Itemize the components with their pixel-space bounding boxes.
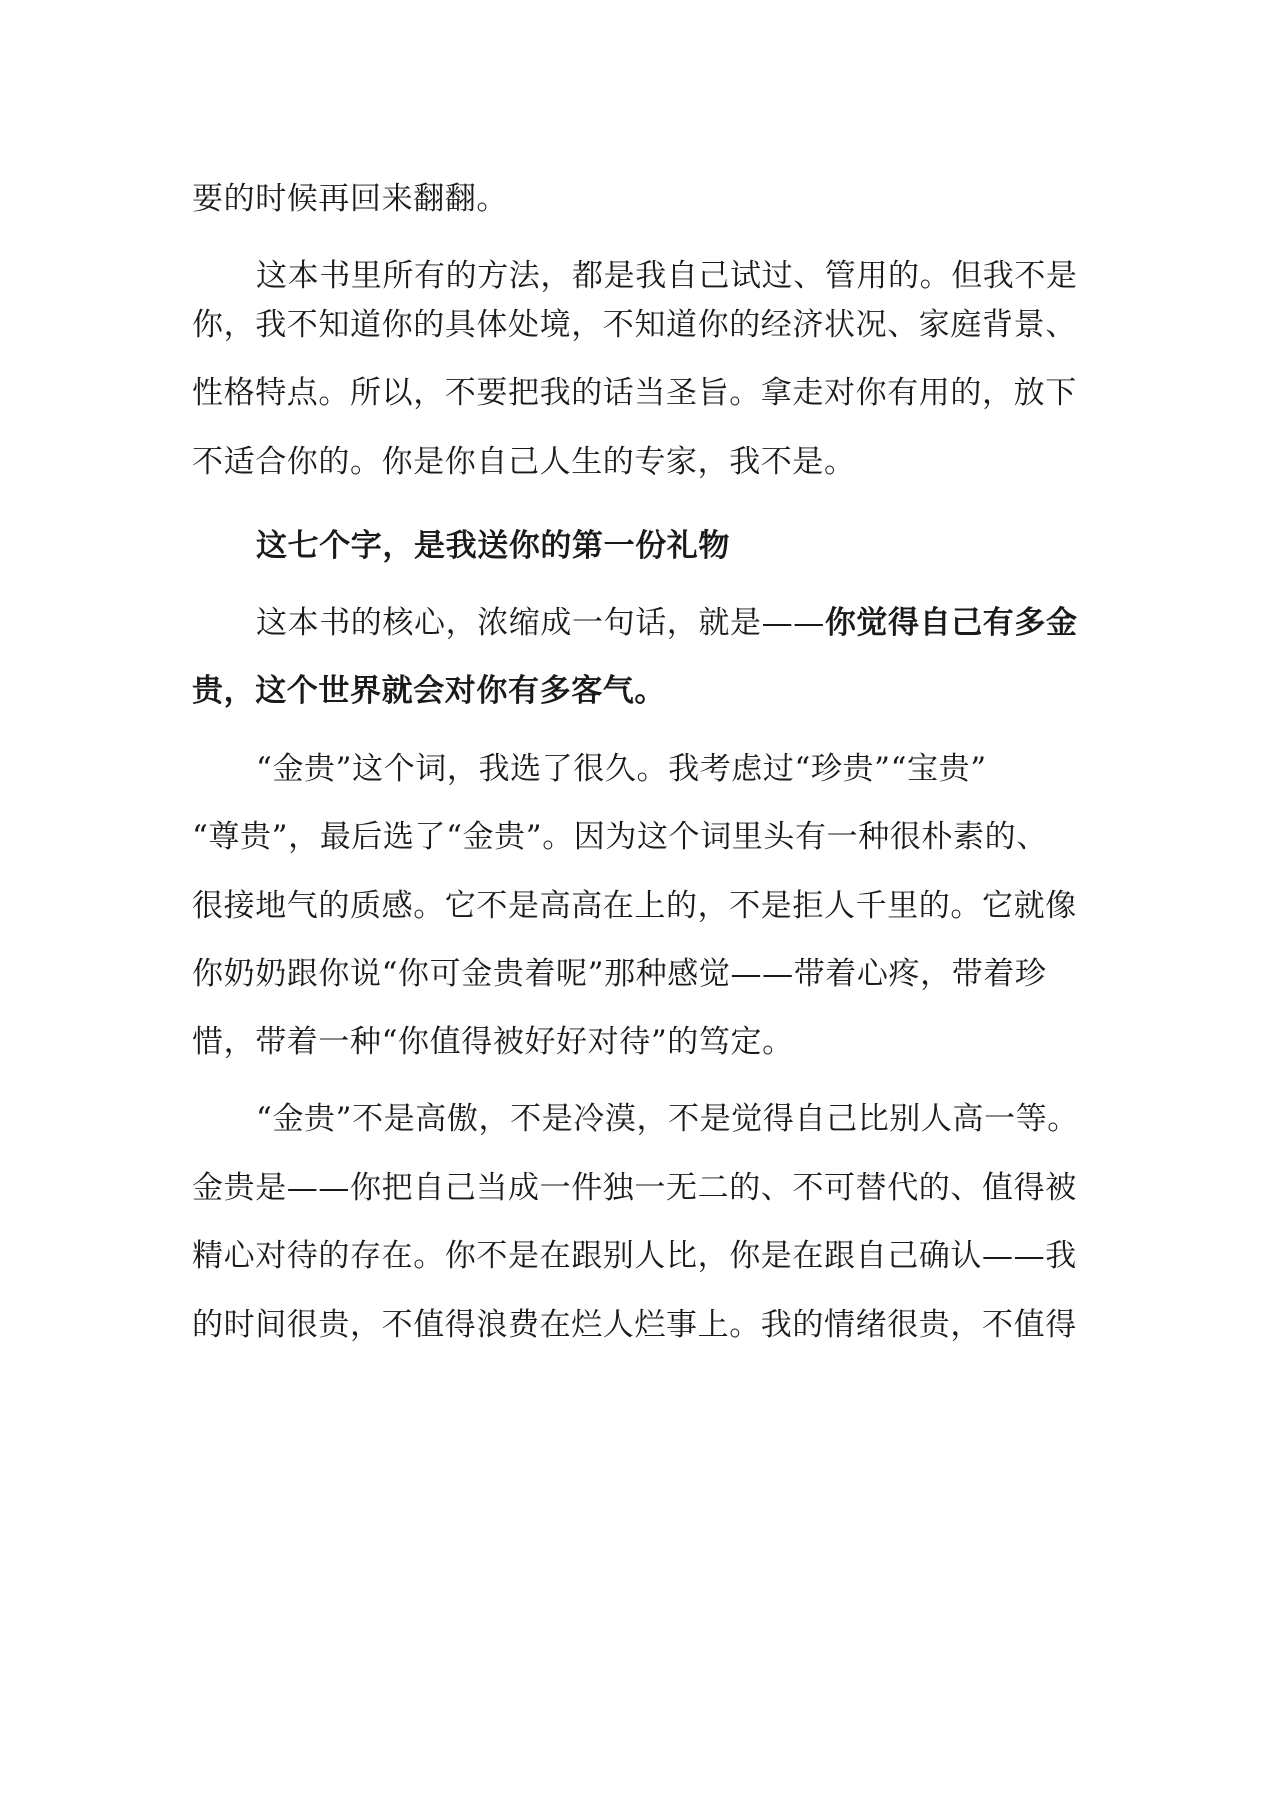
text-line-3: 你，我不知道你的具体处境，不知道你的经济状况、家庭背景、 xyxy=(192,307,1077,343)
text-line-4: 性格特点。所以，不要把我的话当圣旨。拿走对你有用的，放下 xyxy=(192,375,1077,411)
text-line-7 xyxy=(256,597,1078,649)
text-line-10: “尊贵”，最后选了“金贵”。因为这个词里头有一种很朴素的、 xyxy=(192,819,1048,855)
text-line-7-bold: 你觉得自己有多金 xyxy=(824,605,1078,641)
text-line-14: “金贵”不是高傲，不是冷漠，不是觉得自己比别人高一等。 xyxy=(256,1101,1079,1137)
section-heading: 这七个字，是我送你的第一份礼物 xyxy=(256,528,730,564)
text-line-17: 的时间很贵，不值得浪费在烂人烂事上。我的情绪很贵，不值得 xyxy=(192,1307,1077,1343)
text-line-5: 不适合你的。你是你自己人生的专家，我不是。 xyxy=(192,444,856,480)
text-line-13: 惜，带着一种“你值得被好好对待”的笃定。 xyxy=(192,1024,794,1060)
text-line-12: 你奶奶跟你说“你可金贵着呢”那种感觉——带着心疼，带着珍 xyxy=(192,956,1047,992)
text-line-8: 贵，这个世界就会对你有多客气。 xyxy=(192,673,666,709)
text-line-15: 金贵是——你把自己当成一件独一无二的、不可替代的、值得被 xyxy=(192,1170,1077,1206)
text-line-1: 要的时候再回来翻翻。 xyxy=(192,181,508,217)
text-line-2: 这本书里所有的方法，都是我自己试过、管用的。但我不是 xyxy=(256,258,1078,294)
text-line-9: “金贵”这个词，我选了很久。我考虑过“珍贵”“宝贵” xyxy=(256,751,987,787)
text-line-7-start: 这本书的核心，浓缩成一句话，就是—— xyxy=(256,605,825,641)
text-line-16: 精心对待的存在。你不是在跟别人比，你是在跟自己确认——我 xyxy=(192,1238,1077,1274)
text-line-11: 很接地气的质感。它不是高高在上的，不是拒人千里的。它就像 xyxy=(192,888,1077,924)
document-page xyxy=(192,0,1082,1800)
